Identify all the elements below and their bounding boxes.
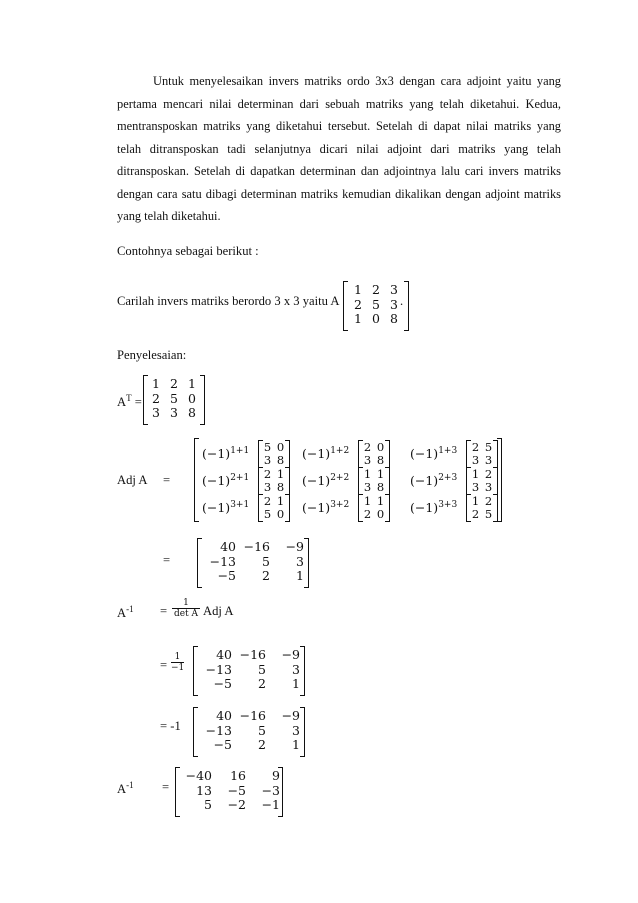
- matrix-cell: −5: [227, 782, 246, 798]
- matrix-cell: 2: [484, 494, 493, 508]
- matrix-cell: 3: [263, 452, 272, 467]
- matrix-cell: 3: [292, 722, 300, 738]
- matrix-cell: 3: [263, 479, 272, 494]
- matrix-cell: −16: [243, 539, 270, 554]
- matrix-cell: −1: [261, 797, 280, 812]
- matrix-cell: 1: [354, 282, 362, 297]
- matrix-cell: 40: [216, 647, 232, 662]
- matrix-cell: −5: [213, 676, 232, 691]
- matrix-cell: 1: [363, 494, 372, 508]
- minor-matrix: [466, 440, 498, 466]
- cofactor-entry: [410, 494, 500, 520]
- matrix-cell: −16: [239, 708, 266, 723]
- matrix-inverse: [175, 767, 283, 815]
- matrix-cell: 5: [262, 553, 270, 569]
- matrix-bracket-right: [300, 646, 305, 696]
- matrix-cell: 5: [204, 797, 212, 812]
- matrix-cell: 1: [363, 467, 372, 481]
- intro-text: Untuk menyelesaikan invers matriks ordo 3x3 dengan cara adjoint yaitu yang pertama mencari nilai determinan dari sebuah matriks yang telah diketahui. Kedua, mentransposkan matriks yang diketahui tersebut. Setelah di dapat nilai matriks yang telah ditransposkan tadi selanjutnya dicari nilai adjoint dari matriks yang telah ditransposkan. Setelah di dapatkan determinan dan adjointnya lalu cari invers matriks dengan cara satu dibagi determinan matriks kemudian dikalikan dengan adjoint matriks yang telah diketahui.: [117, 74, 561, 223]
- minor-matrix: [258, 440, 290, 466]
- matrix-bracket-left: [194, 438, 199, 522]
- matrix-cell: 2: [354, 296, 362, 312]
- matrix-cell: 2: [258, 737, 266, 752]
- matrix-bracket-right: [300, 707, 305, 757]
- matrix-cell: 2: [170, 376, 178, 391]
- matrix-cell: 1: [276, 467, 285, 481]
- matrix-cell: −3: [261, 782, 280, 798]
- cofactor-entry: [302, 494, 392, 520]
- cofactor-entry: [302, 440, 392, 466]
- matrix-cell: 1: [292, 737, 300, 752]
- matrix-cell: 2: [262, 568, 270, 583]
- minor-matrix: [358, 467, 390, 493]
- matrix-cell: −13: [209, 553, 236, 569]
- cofactor-entry: [410, 440, 500, 466]
- cofactor-sign: $(-1)^{3+3}$: [410, 500, 458, 516]
- matrix-cell: 2: [363, 506, 372, 521]
- matrix-cell: 0: [372, 311, 380, 326]
- question-text: Carilah invers matriks berordo 3 x 3 yaitu A: [117, 294, 340, 308]
- matrix-cell: 3: [170, 405, 178, 420]
- matrix-cell: −9: [285, 539, 304, 554]
- minor-matrix: [258, 494, 290, 520]
- fraction-det: 1 det A: [173, 598, 199, 619]
- solution-label: Penyelesaian:: [117, 348, 187, 362]
- intro-paragraph: [117, 70, 561, 228]
- matrix-cell: −13: [205, 722, 232, 738]
- matrix-a-transpose: [143, 375, 205, 423]
- adj-label: Adj A: [117, 473, 148, 487]
- matrix-cell: 3: [152, 405, 160, 420]
- matrix-cell: 40: [216, 708, 232, 723]
- fraction-minus-one: 1 −1: [171, 652, 185, 673]
- cofactor-entry: [202, 440, 292, 466]
- matrix-cell: 8: [276, 452, 285, 467]
- adj-equals: =: [163, 473, 171, 487]
- matrix-cell: 8: [376, 452, 385, 467]
- matrix-cell: 0: [276, 440, 285, 454]
- matrix-cell: 1: [376, 467, 385, 481]
- matrix-cell: 3: [363, 479, 372, 494]
- matrix-cell: 3: [484, 479, 493, 494]
- matrix-cell: 2: [363, 440, 372, 454]
- matrix-cell: 0: [188, 390, 196, 406]
- matrix-cell: 2: [263, 494, 272, 508]
- matrix-adj: [197, 538, 309, 586]
- matrix-cell: 5: [170, 390, 178, 406]
- matrix-cell: −2: [227, 797, 246, 812]
- matrix-cell: −9: [281, 647, 300, 662]
- cofactor-sign: $(-1)^{3+2}$: [302, 500, 350, 516]
- cofactor-sign: $(-1)^{1+3}$: [410, 446, 458, 462]
- matrix-cell: −13: [205, 661, 232, 677]
- matrix-cell: 3: [292, 661, 300, 677]
- matrix-cell: 1: [471, 467, 480, 481]
- matrix-cell: 3: [484, 452, 493, 467]
- matrix-cell: 1: [188, 376, 196, 391]
- matrix-adj-3: [193, 707, 305, 755]
- matrix-cell: 1: [292, 676, 300, 691]
- cofactor-sign: $(-1)^{1+2}$: [302, 446, 350, 462]
- matrix-cell: 8: [276, 479, 285, 494]
- matrix-cell: 5: [372, 296, 380, 312]
- matrix-cell: 0: [376, 506, 385, 521]
- minor-matrix: [358, 440, 390, 466]
- matrix-cell: 1: [376, 494, 385, 508]
- matrix-cell: −16: [239, 647, 266, 662]
- matrix-cell: −5: [217, 568, 236, 583]
- matrix-cell: 0: [276, 506, 285, 521]
- matrix-cell: 2: [484, 467, 493, 481]
- matrix-cell: −9: [281, 708, 300, 723]
- inverse-equals-2: =: [160, 658, 168, 672]
- cofactor-entry: [302, 467, 392, 493]
- matrix-cell: 2: [258, 676, 266, 691]
- matrix-cell: 8: [376, 479, 385, 494]
- matrix-cell: 9: [272, 768, 280, 783]
- matrix-cell: 2: [263, 467, 272, 481]
- inverse-label-2: $A^{-1}$: [117, 780, 134, 797]
- matrix-cell: 1: [354, 311, 362, 326]
- matrix-cell: 2: [372, 282, 380, 297]
- matrix-cell: 5: [263, 506, 272, 521]
- minor-matrix: [466, 467, 498, 493]
- minor-matrix: [466, 494, 498, 520]
- cofactor-entry: [410, 467, 500, 493]
- matrix-cell: 2: [471, 506, 480, 521]
- matrix-bracket-right: [404, 281, 409, 331]
- cofactor-sign: $(-1)^{3+1}$: [202, 500, 250, 516]
- matrix-cell: 5: [263, 440, 272, 454]
- matrix-cell: 5: [258, 722, 266, 738]
- minor-matrix: [358, 494, 390, 520]
- matrix-cell: 3: [296, 553, 304, 569]
- matrix-adj-2: [193, 646, 305, 694]
- cofactor-entry: [202, 494, 292, 520]
- inverse-label: $A^{-1}$: [117, 604, 134, 621]
- cofactor-entry: [202, 467, 292, 493]
- cofactor-sign: $(-1)^{2+3}$: [410, 473, 458, 489]
- cofactor-sign: $(-1)^{1+1}$: [202, 446, 250, 462]
- matrix-cell: 3: [471, 479, 480, 494]
- matrix-cell: 5: [484, 506, 493, 521]
- cofactor-sign: $(-1)^{2+2}$: [302, 473, 350, 489]
- times-minus-one: = -1: [160, 719, 181, 733]
- matrix-cell: 3: [390, 296, 398, 312]
- matrix-bracket-left: [343, 281, 348, 331]
- example-intro: Contohnya sebagai berikut :: [117, 244, 259, 258]
- matrix-cell: 0: [376, 440, 385, 454]
- matrix-cell: 8: [390, 311, 398, 326]
- matrix-cell: 3: [390, 282, 398, 297]
- matrix-cell: 1: [276, 494, 285, 508]
- matrix-cell: 2: [152, 390, 160, 406]
- matrix-cell: 5: [484, 440, 493, 454]
- cofactor-matrix: [194, 438, 502, 520]
- transpose-label: $A^T$ =: [117, 393, 142, 410]
- matrix-cell: 8: [188, 405, 196, 420]
- matrix-cell: 1: [152, 376, 160, 391]
- inverse-equals: =: [160, 604, 168, 618]
- matrix-bracket-right: [304, 538, 309, 588]
- cofactor-sign: $(-1)^{2+1}$: [202, 473, 250, 489]
- matrix-cell: 13: [196, 782, 212, 798]
- adj-equals-2: =: [163, 553, 171, 567]
- matrix-cell: 3: [363, 452, 372, 467]
- adj-a-text: Adj A: [203, 604, 234, 618]
- matrix-cell: 2: [471, 440, 480, 454]
- matrix-cell: −5: [213, 737, 232, 752]
- matrix-cell: −40: [185, 768, 212, 783]
- matrix-cell: 5: [258, 661, 266, 677]
- matrix-cell: 1: [471, 494, 480, 508]
- matrix-cell: 3: [471, 452, 480, 467]
- matrix-cell: 40: [220, 539, 236, 554]
- matrix-cell: 1: [296, 568, 304, 583]
- matrix-cell: 16: [230, 768, 246, 783]
- inverse-equals-3: =: [162, 780, 170, 794]
- minor-matrix: [258, 467, 290, 493]
- question-period: .: [400, 294, 404, 308]
